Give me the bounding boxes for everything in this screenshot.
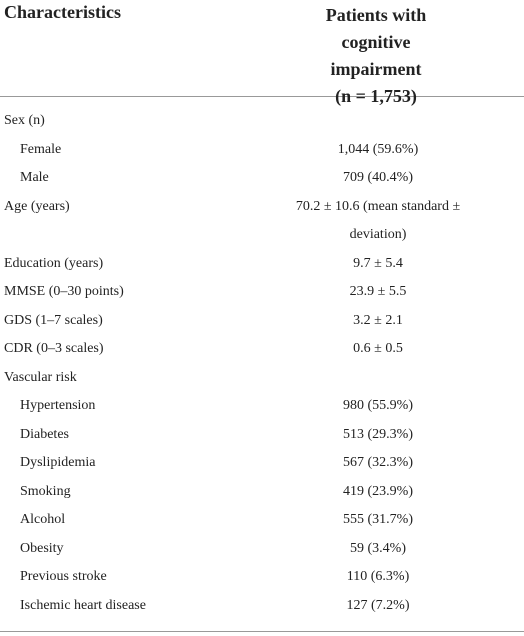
row-value: 110 (6.3%) bbox=[346, 569, 410, 584]
table-row bbox=[0, 592, 524, 621]
header-patients-line3: (n = 1,753) bbox=[335, 86, 417, 106]
row-label: Alcohol bbox=[20, 512, 66, 527]
row-label: Dyslipidemia bbox=[20, 455, 96, 470]
row-label: Ischemic heart disease bbox=[20, 597, 146, 613]
table-row bbox=[0, 478, 524, 507]
row-label: GDS (1–7 scales) bbox=[4, 312, 103, 328]
row-value: 3.2 ± 2.1 bbox=[353, 312, 403, 328]
row-label: MMSE (0–30 points) bbox=[4, 284, 124, 299]
table-row bbox=[0, 164, 524, 193]
table-row bbox=[0, 392, 524, 421]
row-label: Previous stroke bbox=[20, 569, 107, 584]
table-row bbox=[0, 421, 524, 450]
row-label: Hypertension bbox=[20, 398, 96, 413]
table-body bbox=[0, 107, 524, 620]
row-value: 9.7 ± 5.4 bbox=[353, 255, 403, 271]
header-patients-line1: Patients with cognitive bbox=[325, 5, 427, 52]
table-header bbox=[0, 0, 524, 106]
row-label: CDR (0–3 scales) bbox=[4, 341, 104, 356]
row-value: 980 (55.9%) bbox=[343, 398, 413, 413]
table-row bbox=[0, 535, 524, 564]
row-label: Obesity bbox=[20, 540, 64, 556]
header-patients-line2: impairment bbox=[330, 59, 422, 79]
row-label: Female bbox=[20, 141, 62, 157]
table-row bbox=[0, 193, 524, 250]
row-value: 0.6 ± 0.5 bbox=[353, 341, 403, 356]
table-row bbox=[0, 278, 524, 307]
table-row bbox=[0, 107, 524, 136]
row-value: 555 (31.7%) bbox=[343, 512, 413, 527]
bottom-rule bbox=[0, 631, 524, 632]
header-characteristics: Characteristics bbox=[4, 2, 121, 22]
row-value: 70.2 ± 10.6 (mean standard ± deviation) bbox=[295, 198, 461, 242]
row-label: Diabetes bbox=[20, 426, 69, 442]
row-value: 709 (40.4%) bbox=[343, 170, 413, 185]
table-row bbox=[0, 364, 524, 393]
table-row bbox=[0, 335, 524, 364]
row-value: 23.9 ± 5.5 bbox=[349, 284, 407, 299]
table-row bbox=[0, 307, 524, 336]
row-value: 567 (32.3%) bbox=[343, 455, 413, 470]
row-value: 1,044 (59.6%) bbox=[337, 141, 419, 157]
header-patients bbox=[290, 2, 462, 110]
row-label: Vascular risk bbox=[4, 369, 77, 385]
table-row bbox=[0, 250, 524, 279]
row-label: Sex (n) bbox=[4, 113, 45, 128]
row-label: Male bbox=[20, 170, 49, 185]
row-value: 513 (29.3%) bbox=[343, 426, 413, 442]
row-label: Age (years) bbox=[4, 198, 70, 214]
table-row bbox=[0, 506, 524, 535]
table-row bbox=[0, 136, 524, 165]
table-row bbox=[0, 563, 524, 592]
table-row bbox=[0, 449, 524, 478]
row-label: Education (years) bbox=[4, 255, 104, 271]
row-value: 127 (7.2%) bbox=[346, 597, 410, 613]
row-label: Smoking bbox=[20, 483, 71, 499]
row-value: 419 (23.9%) bbox=[343, 483, 413, 499]
row-value: 59 (3.4%) bbox=[350, 540, 406, 556]
